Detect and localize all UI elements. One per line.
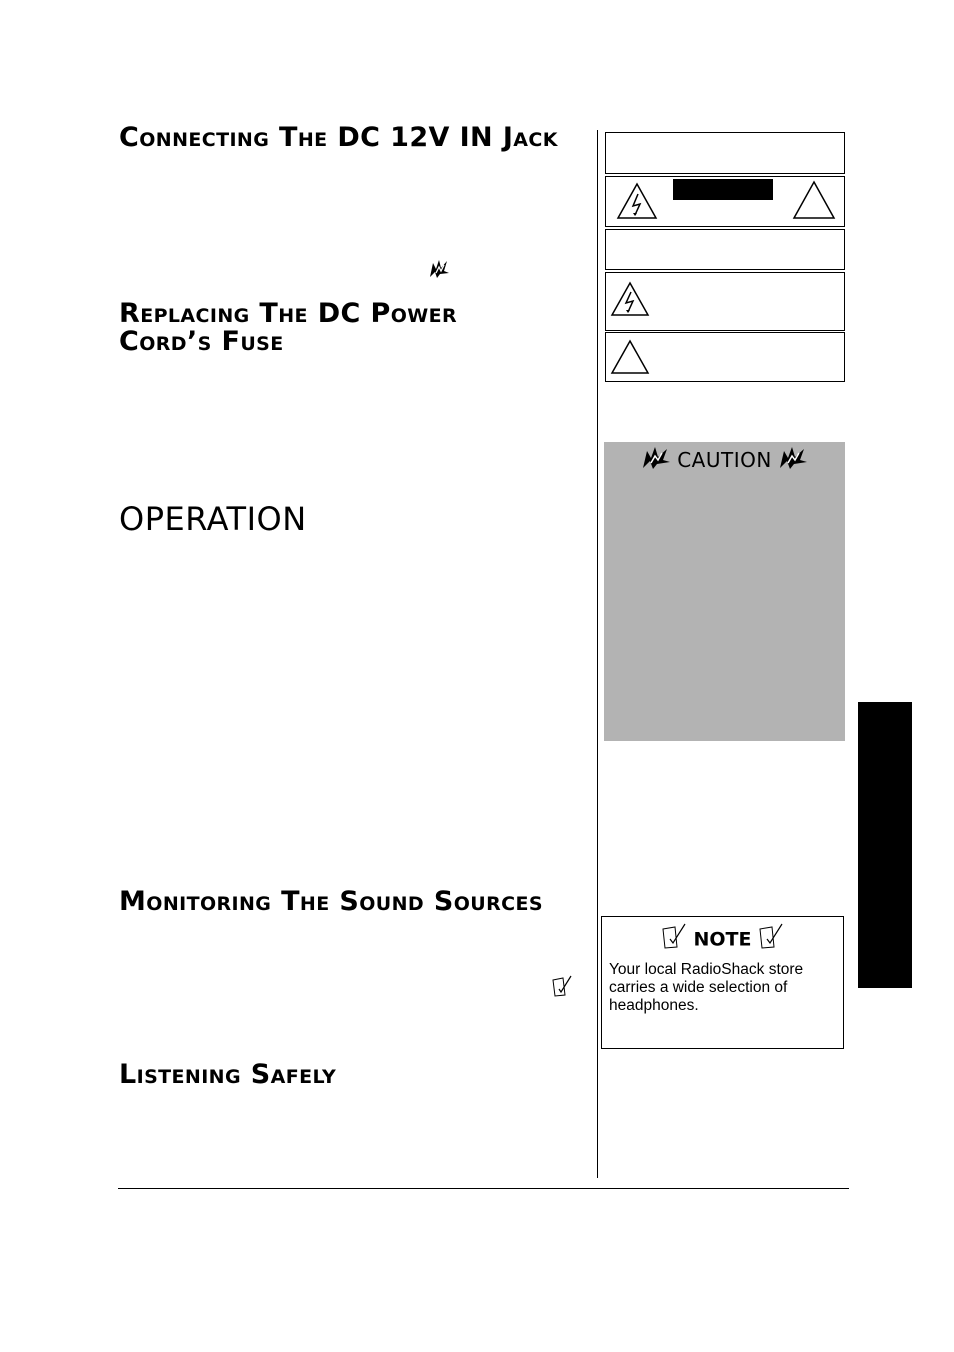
shock-warning-box xyxy=(605,272,845,331)
warning-symbols-box xyxy=(605,176,845,227)
warning-box-3 xyxy=(605,229,845,270)
lightning-burst-icon xyxy=(778,446,808,477)
exclamation-triangle-icon xyxy=(792,180,836,224)
caution-header xyxy=(604,446,845,477)
heading-monitoring-sound-sources: Monitoring The Sound Sources xyxy=(119,886,543,917)
lightning-burst-icon xyxy=(428,259,450,283)
section-side-tab xyxy=(858,702,912,988)
note-header xyxy=(602,923,843,957)
lightning-triangle-icon xyxy=(610,281,650,321)
note-pencil-icon xyxy=(758,923,784,957)
caution-panel xyxy=(604,442,845,741)
warning-box-1 xyxy=(605,132,845,174)
note-pencil-icon xyxy=(551,975,573,1001)
caution-title: CAUTION xyxy=(677,448,772,472)
section-title-operation: OPERATION xyxy=(119,500,307,538)
footer-rule xyxy=(118,1188,849,1189)
column-divider xyxy=(597,130,598,1178)
heading-connecting-dc-jack: Connecting The DC 12V IN Jack xyxy=(119,122,558,153)
attention-warning-box xyxy=(605,332,845,382)
exclamation-triangle-icon xyxy=(610,339,650,379)
note-pencil-icon xyxy=(661,923,687,957)
note-text: Your local RadioShack store carries a wide selection of headphones. xyxy=(609,961,804,1014)
lightning-burst-icon xyxy=(641,446,671,477)
heading-listening-safely: Listening Safely xyxy=(119,1059,337,1090)
lightning-triangle-icon xyxy=(616,182,658,224)
heading-replacing-fuse-line2: Cord’s Fuse xyxy=(119,326,284,357)
caution-label-bar xyxy=(673,179,773,200)
heading-replacing-fuse-line1: Replacing The DC Power xyxy=(119,298,458,329)
note-box xyxy=(601,916,844,1049)
note-title: NOTE xyxy=(693,928,752,951)
